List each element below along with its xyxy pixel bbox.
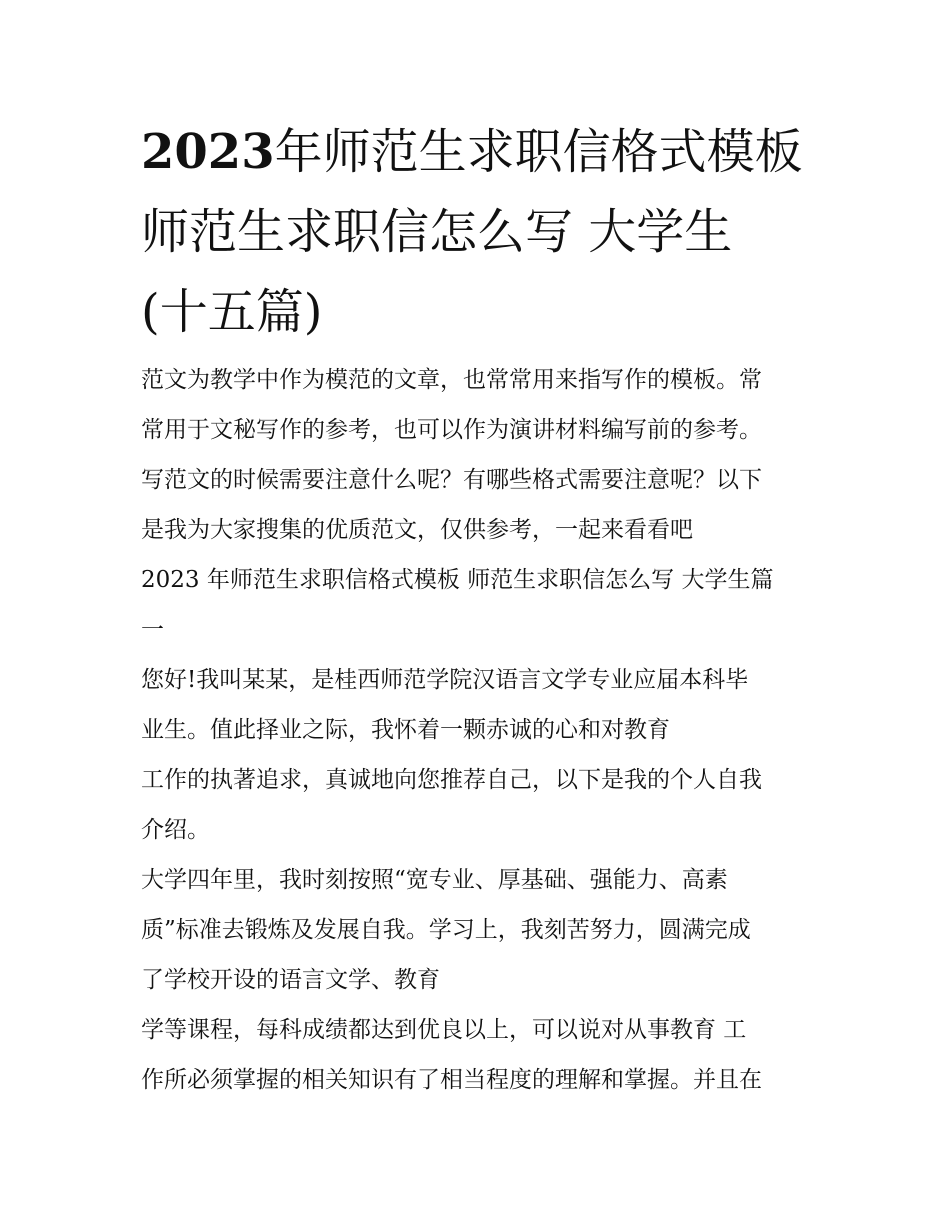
body-line: 您好!我叫某某，是桂西师范学院汉语言文学专业应届本科毕 xyxy=(141,667,749,693)
title-line-3: (十五篇) xyxy=(141,284,323,340)
body-line: 工作的执著追求，真诚地向您推荐自己，以下是我的个人自我 xyxy=(141,767,762,793)
body-line: 范文为教学中作为模范的文章，也常常用来指写作的模板。常 xyxy=(141,367,762,393)
body-line: 大学四年里，我时刻按照“宽专业、厚基础、强能力、高素 xyxy=(141,867,728,893)
body-line: 常用于文秘写作的参考，也可以作为演讲材料编写前的参考。 xyxy=(141,417,762,443)
document-title xyxy=(141,112,841,352)
body-line: 作所必须掌握的相关知识有了相当程度的理解和掌握。并且在 xyxy=(141,1067,762,1093)
title-line-2: 师范生求职信怎么写 大学生 xyxy=(141,204,733,260)
body-line: 了学校开设的语言文学、教育 xyxy=(141,967,440,993)
title-line-1 xyxy=(141,112,841,192)
body-line: 介绍。 xyxy=(141,817,210,843)
document-body xyxy=(141,355,821,1105)
title-line-1-text: 年师范生求职信格式模板 xyxy=(274,124,803,180)
body-line: 是我为大家搜集的优质范文，仅供参考，一起来看看吧 xyxy=(141,517,693,543)
body-line: 质”标准去锻炼及发展自我。学习上，我刻苦努力，圆满完成 xyxy=(141,917,751,943)
body-line: 学等课程，每科成绩都达到优良以上，可以说对从事教育 工 xyxy=(141,1017,747,1043)
title-year: 2023 xyxy=(141,124,275,180)
body-line: 写范文的时候需要注意什么呢？有哪些格式需要注意呢？以下 xyxy=(141,467,762,493)
section-heading-line: 一 xyxy=(141,617,164,643)
body-line: 业生。值此择业之际，我怀着一颗赤诚的心和对教育 xyxy=(141,717,670,743)
section-heading-line: 2023 年师范生求职信格式模板 师范生求职信怎么写 大学生篇 xyxy=(141,567,774,593)
